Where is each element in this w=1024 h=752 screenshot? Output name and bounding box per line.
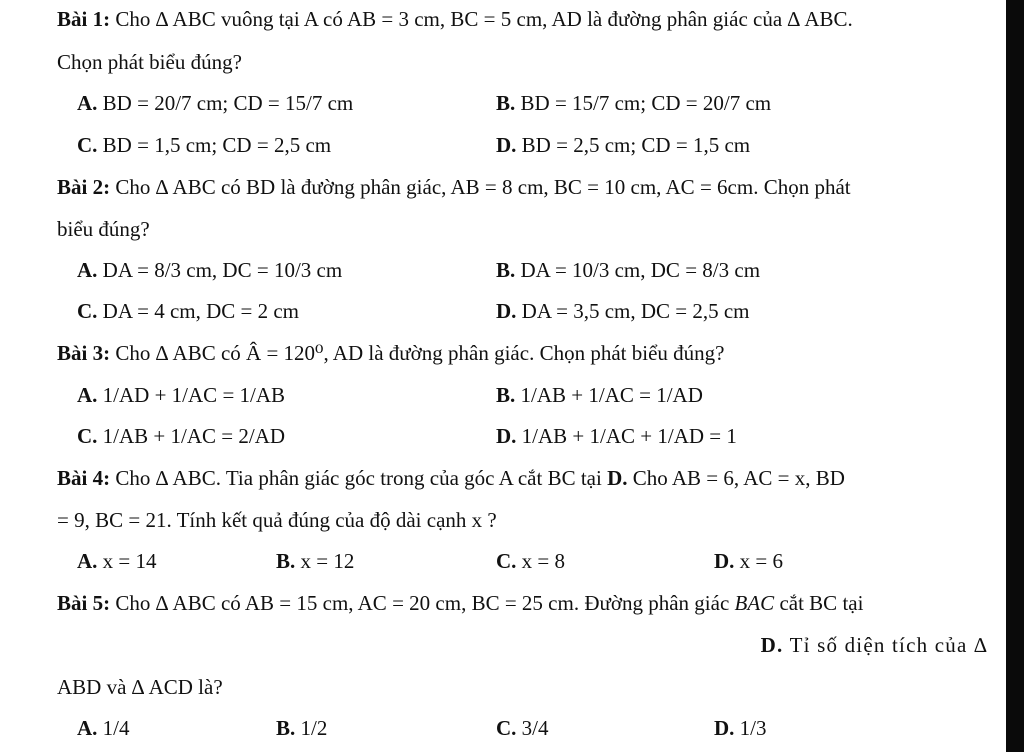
q3-option-a-label: A.	[77, 383, 98, 407]
q1-option-a-label: A.	[77, 91, 98, 115]
q5-option-c-text: 3/4	[516, 716, 549, 740]
q4-stem-text1a: Cho ∆ ABC. Tia phân giác góc trong của góc A cắt BC tại	[110, 466, 608, 490]
q5-angle-bac: BAC	[734, 591, 775, 615]
q2-option-a-label: A.	[77, 258, 98, 282]
q2-option-d-text: DA = 3,5 cm, DC = 2,5 cm	[516, 299, 750, 323]
q1-option-b	[496, 89, 771, 117]
q5-stem-text1b: cắt BC tại	[774, 591, 864, 615]
q2-stem-text1: Cho ∆ ABC có BD là đường phân giác, AB = 8 cm, BC = 10 cm, AC = 6cm. Chọn phát	[110, 175, 851, 199]
q4-stem-text1c: Cho AB = 6, AC = x, BD	[627, 466, 845, 490]
q3-option-a	[77, 381, 285, 409]
q2-option-a-text: DA = 8/3 cm, DC = 10/3 cm	[97, 258, 343, 282]
q3-option-b	[496, 381, 703, 409]
q5-option-b-label: B.	[276, 716, 296, 740]
q5-option-a-label: A.	[77, 716, 98, 740]
q4-option-d-text: x = 6	[734, 549, 784, 573]
q1-title: Bài 1:	[57, 7, 111, 31]
q1-option-a-text: BD = 20/7 cm; CD = 15/7 cm	[97, 91, 354, 115]
q2-option-d-label: D.	[496, 299, 517, 323]
q3-stem-line1	[57, 339, 724, 367]
q4-option-b-label: B.	[276, 549, 296, 573]
q4-option-d-label: D.	[714, 549, 735, 573]
q2-stem-line1	[57, 173, 851, 201]
q1-stem-line2: Chọn phát biểu đúng?	[57, 50, 242, 74]
q3-option-d-text: 1/AB + 1/AC + 1/AD = 1	[516, 424, 737, 448]
q1-option-a	[77, 89, 353, 117]
q4-stem-line1	[57, 464, 845, 492]
q1-option-d	[496, 131, 750, 159]
q3-option-a-text: 1/AD + 1/AC = 1/AB	[97, 383, 286, 407]
q5-title: Bài 5:	[57, 591, 111, 615]
q2-option-c	[77, 297, 299, 325]
q2-option-d	[496, 297, 750, 325]
q5-option-d-label: D.	[714, 716, 735, 740]
q4-option-a-text: x = 14	[97, 549, 157, 573]
q5-option-d-text: 1/3	[734, 716, 767, 740]
q5-option-b-text: 1/2	[295, 716, 328, 740]
q3-option-b-label: B.	[496, 383, 516, 407]
q4-option-c-label: C.	[496, 549, 517, 573]
q1-option-c-text: BD = 1,5 cm; CD = 2,5 cm	[97, 133, 332, 157]
q5-stem-line1	[57, 589, 863, 617]
q2-stem-line2: biểu đúng?	[57, 217, 150, 241]
q1-option-d-text: BD = 2,5 cm; CD = 1,5 cm	[516, 133, 751, 157]
q2-title: Bài 2:	[57, 175, 111, 199]
q3-option-c-label: C.	[77, 424, 98, 448]
q1-option-d-label: D.	[496, 133, 517, 157]
q4-option-c-text: x = 8	[516, 549, 566, 573]
q3-option-d	[496, 422, 737, 450]
q5-option-b	[276, 714, 327, 742]
q5-stem-line2	[761, 631, 988, 659]
q5-option-c	[496, 714, 549, 742]
q5-option-a-text: 1/4	[97, 716, 130, 740]
q5-stem-point-d: D.	[760, 633, 784, 657]
q4-option-c	[496, 547, 565, 575]
q3-stem-text1: Cho ∆ ABC có Â = 120⁰, AD là đường phân giác. Chọn phát biểu đúng?	[110, 341, 725, 365]
q1-option-c-label: C.	[77, 133, 98, 157]
q3-option-b-text: 1/AB + 1/AC = 1/AD	[515, 383, 703, 407]
q4-stem-point-d: D.	[607, 466, 628, 490]
q4-option-a	[77, 547, 157, 575]
right-edge-border	[1006, 0, 1024, 752]
q1-option-b-text: BD = 15/7 cm; CD = 20/7 cm	[515, 91, 772, 115]
q2-option-b	[496, 256, 760, 284]
q5-stem-line3: ABD và ∆ ACD là?	[57, 675, 223, 699]
q4-title: Bài 4:	[57, 466, 111, 490]
q5-stem-text2: Tỉ số diện tích của ∆	[783, 633, 988, 657]
q2-option-c-text: DA = 4 cm, DC = 2 cm	[97, 299, 300, 323]
q2-option-c-label: C.	[77, 299, 98, 323]
q2-option-b-text: DA = 10/3 cm, DC = 8/3 cm	[515, 258, 761, 282]
q4-option-d	[714, 547, 783, 575]
q4-option-a-label: A.	[77, 549, 98, 573]
q4-stem-line2: = 9, BC = 21. Tính kết quả đúng của độ dài cạnh x ?	[57, 508, 497, 532]
q3-option-c	[77, 422, 285, 450]
q5-option-d	[714, 714, 767, 742]
q3-option-d-label: D.	[496, 424, 517, 448]
q1-option-b-label: B.	[496, 91, 516, 115]
q4-option-b	[276, 547, 354, 575]
q1-stem-line1	[57, 5, 853, 33]
q5-stem-text1a: Cho ∆ ABC có AB = 15 cm, AC = 20 cm, BC = 25 cm. Đường phân giác	[110, 591, 735, 615]
q5-option-c-label: C.	[496, 716, 517, 740]
q1-option-c	[77, 131, 331, 159]
q2-option-a	[77, 256, 342, 284]
q4-option-b-text: x = 12	[295, 549, 355, 573]
q3-option-c-text: 1/AB + 1/AC = 2/AD	[97, 424, 286, 448]
q2-option-b-label: B.	[496, 258, 516, 282]
q1-stem-text1: Cho ∆ ABC vuông tại A có AB = 3 cm, BC = 5 cm, AD là đường phân giác của ∆ ABC.	[110, 7, 853, 31]
q5-option-a	[77, 714, 130, 742]
q3-title: Bài 3:	[57, 341, 111, 365]
